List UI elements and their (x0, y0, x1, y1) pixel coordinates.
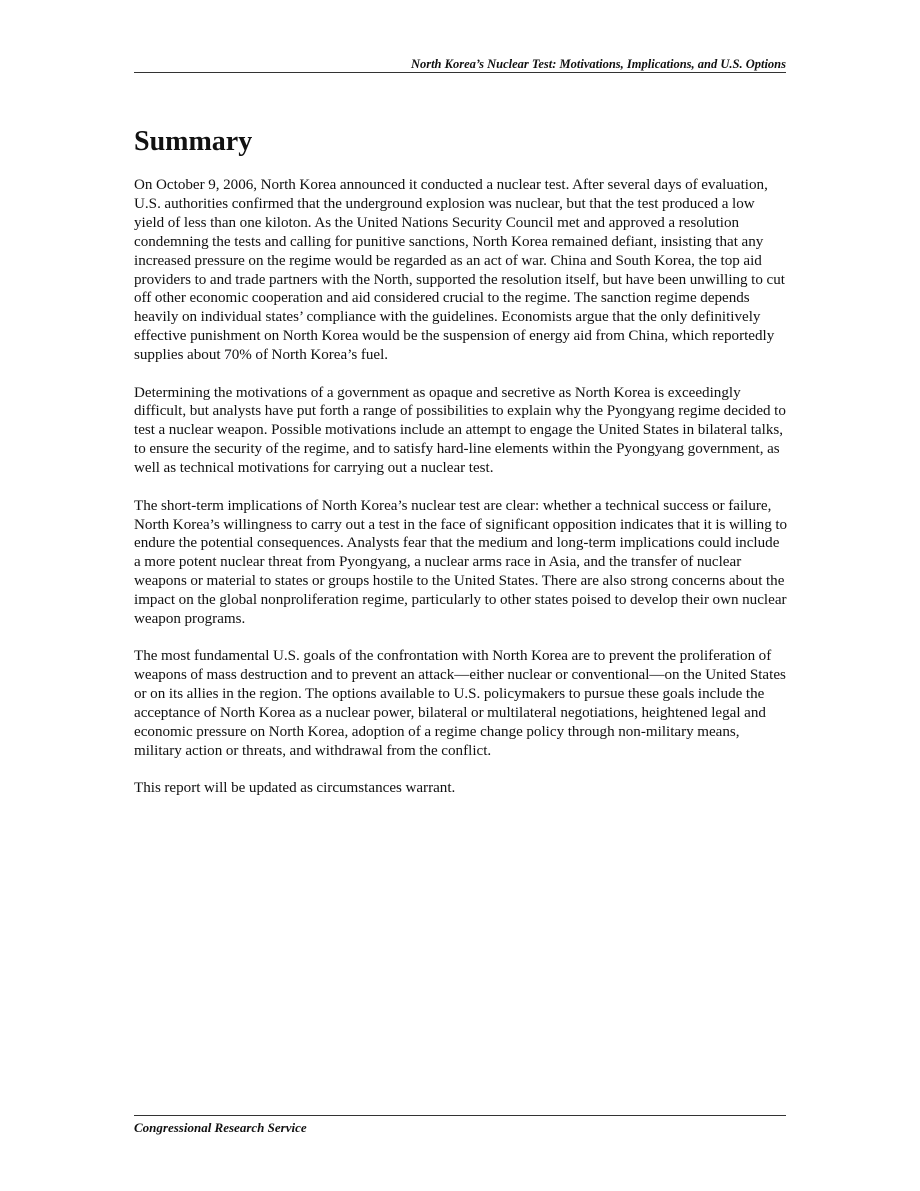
page-title: Summary (134, 126, 253, 157)
paragraph-us-goals-options: The most fundamental U.S. goals of the confrontation with North Korea are to prevent the proliferation of weapons of mass destruction and to prevent an attack—either nuclear or conventional—on the United States or on its allies in the region. The options available to U.S. policymakers to pursue these goals include the acceptance of North Korea as a nuclear power, bilateral or multilateral negotiations, heightened legal and economic pressure on North Korea, adoption of a regime change policy through non-military means, military action or threats, and withdrawal from the conflict. (134, 648, 786, 759)
running-header: North Korea’s Nuclear Test: Motivations, Implications, and U.S. Options (410, 57, 786, 71)
summary-body (134, 176, 788, 817)
header-divider (134, 72, 786, 73)
footer-divider (134, 1115, 786, 1116)
paragraph-motivations: Determining the motivations of a government as opaque and secretive as North Korea is exceedingly difficult, but analysts have put forth a range of possibilities to explain why the Pyongyang regime decided to test a nuclear weapon. Possible motivations include an attempt to engage the United States in bilateral talks, to ensure the security of the regime, and to satisfy hard-line elements within the Pyongyang government, as well as technical motivations for carrying out a nuclear test. (134, 384, 786, 477)
paragraph-update-note: This report will be updated as circumstances warrant. (134, 780, 456, 797)
footer-organization: Congressional Research Service (134, 1120, 307, 1135)
paragraph-nuclear-test-announcement: On October 9, 2006, North Korea announced it conducted a nuclear test. After several days of evaluation, U.S. authorities confirmed that the underground explosion was nuclear, but that the test produced a low yield of less than one kiloton. As the United Nations Security Council met and approved a resolution condemning the tests and calling for punitive sanctions, North Korea remained defiant, insisting that any increased pressure on the regime would be regarded as an act of war. China and South Korea, the top aid providers to and trade partners with the North, supported the resolution itself, but have been unwilling to cut off other economic cooperation and aid considered crucial to the regime. The sanction regime depends heavily on individual states’ compliance with the guidelines. Economists argue that the only definitively effective punishment on North Korea would be the suspension of energy aid from China, which reportedly supplies about 70% of North Korea’s fuel. (134, 177, 785, 364)
paragraph-implications: The short-term implications of North Korea’s nuclear test are clear: whether a technical success or failure, North Korea’s willingness to carry out a test in the face of significant opposition indicates that it is willing to endure the potential consequences. Analysts fear that the medium and long-term implications could include a more potent nuclear threat from Pyongyang, a nuclear arms race in Asia, and the transfer of nuclear weapons or material to states or groups hostile to the United States. There are also strong concerns about the impact on the global nonproliferation regime, particularly to other states poised to develop their own nuclear weapon programs. (134, 497, 788, 628)
